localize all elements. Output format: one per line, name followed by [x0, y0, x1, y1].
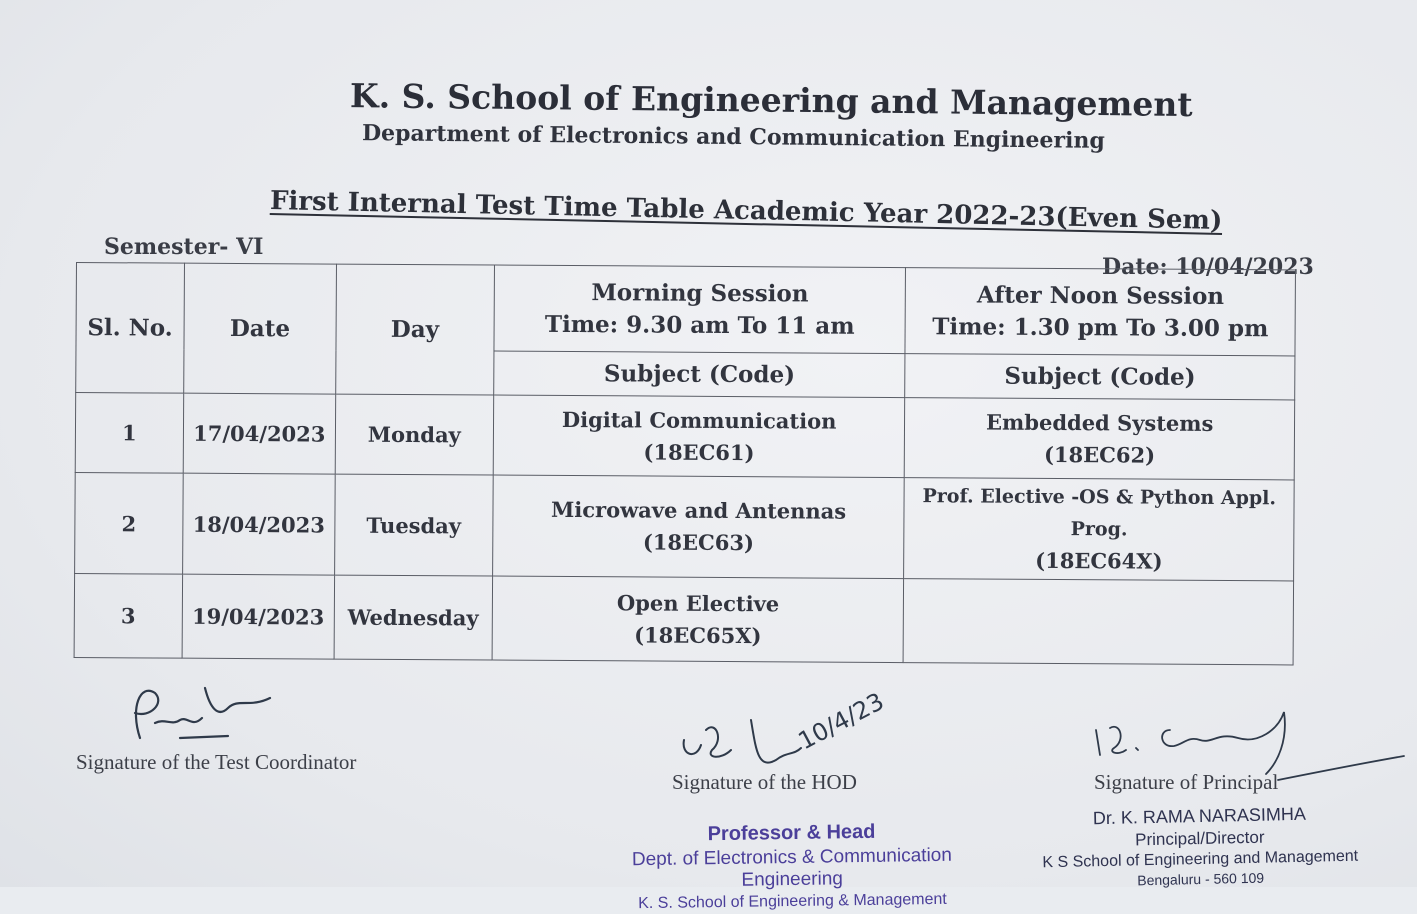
subject-code — [908, 621, 1289, 623]
department-name: Department of Electronics and Communication Engineering — [361, 120, 1105, 154]
cell-sl: 1 — [75, 393, 183, 474]
subject-code: (18EC61) — [643, 438, 755, 465]
coordinator-handwritten-signature — [110, 668, 290, 758]
header-morning-subject-code: Subject (Code) — [494, 351, 906, 398]
semester-label: Semester- VI — [104, 234, 264, 260]
timetable-title: First Internal Test Time Table Academic Year 2022-23(Even Sem) — [269, 186, 1223, 236]
cell-morning-subject — [492, 475, 904, 579]
header-afternoon-subject-code: Subject (Code) — [905, 354, 1295, 400]
header-morning-session — [494, 265, 906, 354]
cell-sl: 3 — [74, 573, 182, 658]
hod-signature-label: Signature of the HOD — [672, 770, 857, 794]
principal-signature-label: Signature of Principal — [1094, 770, 1279, 794]
hod-stamp-title: Professor & Head — [707, 820, 876, 846]
subject-name: Microwave and Antennas — [550, 496, 847, 524]
subject-name — [908, 621, 1289, 623]
principal-name: Dr. K. RAMA NARASIMHA — [1092, 803, 1307, 829]
principal-stamp — [1029, 802, 1371, 890]
principal-designation: Principal/Director — [1134, 827, 1265, 850]
subject-code: (18EC64X) — [1035, 547, 1163, 574]
timetable-table — [74, 262, 1296, 665]
cell-afternoon-subject — [904, 478, 1294, 581]
hod-stamp-dept: Dept. of Electronics & Communication Engineering — [631, 844, 952, 891]
hod-stamp-institution: K. S. School of Engineering & Management — [638, 890, 947, 913]
cell-day: Monday — [335, 394, 493, 475]
subject-name: Digital Communication — [561, 406, 837, 434]
cell-morning-subject — [492, 576, 904, 663]
issue-date: Date: 10/04/2023 — [1102, 254, 1314, 280]
hod-stamp — [611, 819, 972, 913]
principal-institution: K S School of Engineering and Management — [1042, 847, 1359, 872]
cell-day: Wednesday — [334, 575, 492, 660]
timetable — [74, 262, 1312, 654]
cell-morning-subject — [493, 395, 905, 478]
header-day: Day — [336, 264, 495, 395]
cell-sl: 2 — [75, 472, 184, 574]
cell-afternoon-subject — [903, 579, 1293, 665]
institution-name: K. S. School of Engineering and Management — [349, 76, 1193, 125]
subject-code: (18EC62) — [1043, 441, 1156, 468]
cell-date: 19/04/2023 — [182, 574, 334, 659]
header-afternoon-session — [905, 268, 1295, 356]
hod-handwritten-signature — [676, 687, 906, 780]
afternoon-session-time: Time: 1.30 pm To 3.00 pm — [932, 312, 1269, 342]
hod-handwritten-date: 10/4/23 — [793, 687, 889, 756]
afternoon-session-title: After Noon Session — [976, 281, 1225, 310]
subject-code: (18EC63) — [642, 529, 755, 556]
header-date: Date — [184, 263, 337, 394]
header-sl-no: Sl. No. — [76, 263, 185, 394]
morning-session-time: Time: 9.30 am To 11 am — [544, 310, 855, 340]
cell-afternoon-subject — [905, 398, 1295, 480]
subject-name: Open Elective — [616, 589, 780, 616]
coordinator-signature-label: Signature of the Test Coordinator — [76, 750, 357, 774]
cell-date: 17/04/2023 — [183, 393, 335, 474]
cell-date: 18/04/2023 — [182, 473, 335, 575]
table-row — [75, 472, 1295, 580]
subject-name: Prof. Elective -OS & Python Appl. Prog. — [922, 485, 1277, 541]
principal-location: Bengaluru - 560 109 — [1137, 869, 1265, 889]
morning-session-title: Morning Session — [591, 278, 809, 307]
table-row — [75, 393, 1294, 480]
subject-name: Embedded Systems — [986, 409, 1214, 436]
table-row — [74, 573, 1293, 664]
cell-day: Tuesday — [334, 474, 493, 576]
subject-code: (18EC65X) — [634, 621, 762, 648]
